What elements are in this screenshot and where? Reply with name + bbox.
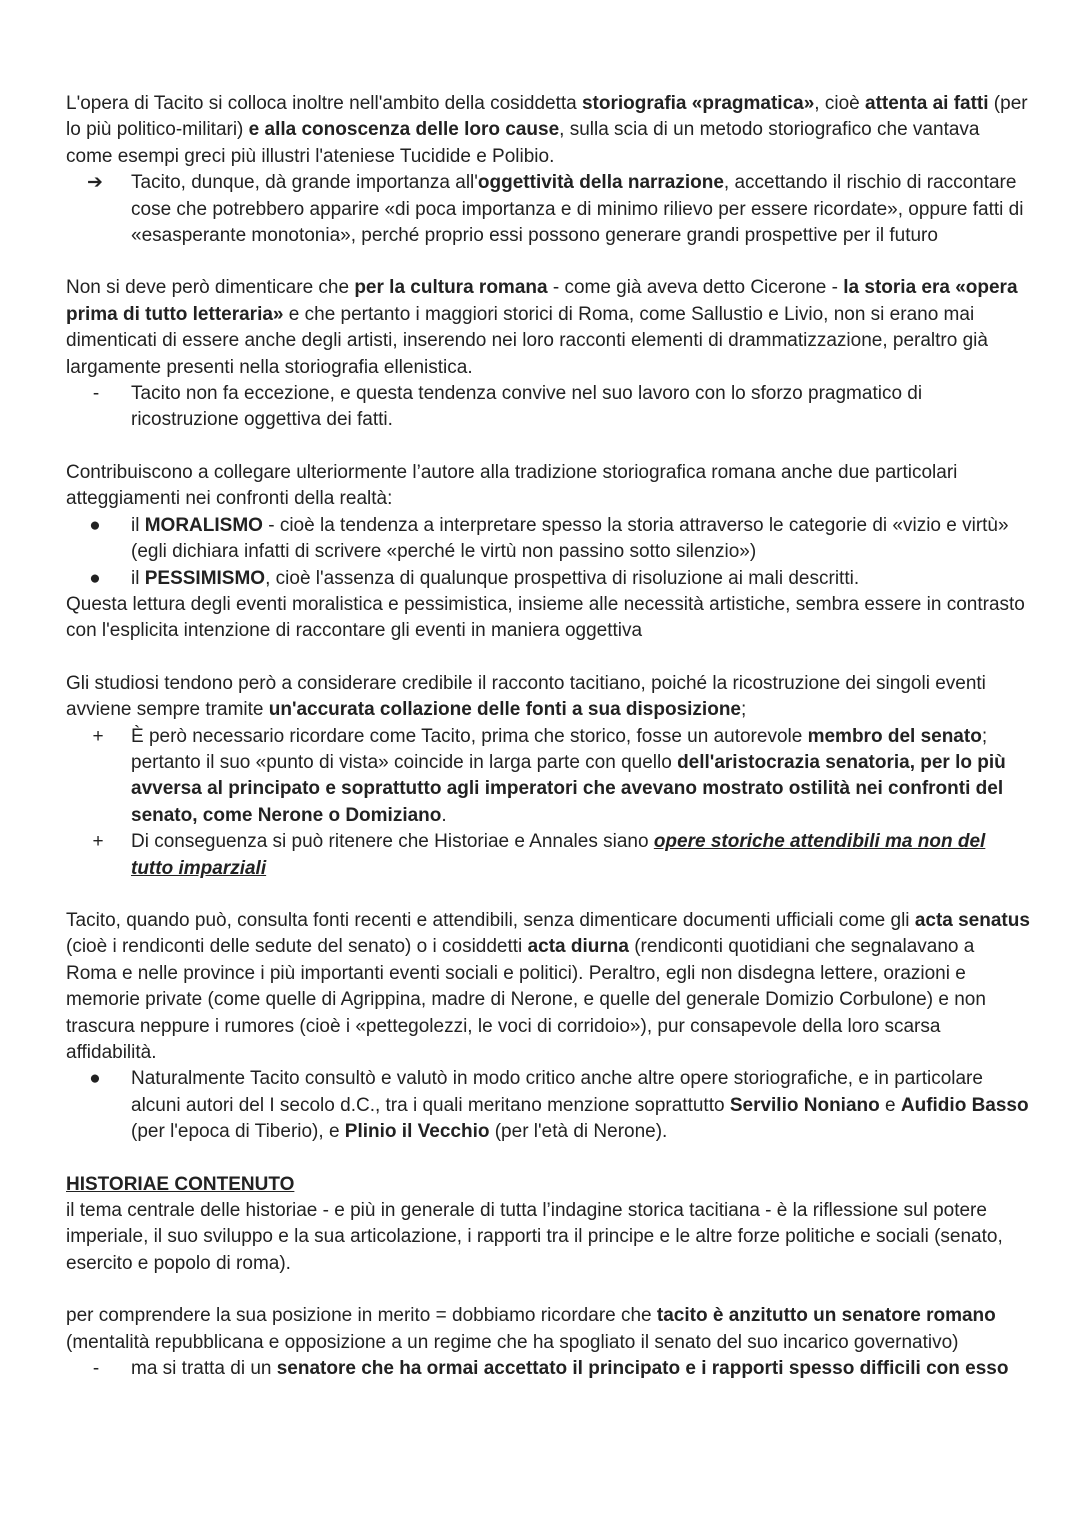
paragraph-studiosi: Gli studiosi tendono però a considerare credibile il racconto tacitiano, poiché la ricostruzione dei singoli eventi avviene sempre tramite un'accurata collazione delle fonti a sua disposizione; — [66, 672, 986, 721]
dot-bullet-icon: ● — [89, 567, 101, 589]
dot-bullet-icon: ● — [89, 1068, 101, 1090]
bullet-tacito-eccezione: - Tacito non fa eccezione, e questa tendenza convive nel suo lavoro con lo sforzo pragmatico di ricostruzione oggettiva dei fatti. — [66, 381, 1030, 434]
bullet-altre-opere: ● Naturalmente Tacito consultò e valutò in modo critico anche altre opere storiografiche, e in particolare alcuni autori del I secolo d.C., tra i quali meritano menzione soprattutto Servilio Noniano e Aufidio Basso (per l'epoca di Tiberio), e Plinio il Vecchio (per l'età di Nerone). — [66, 1066, 1030, 1145]
bullet-pessimismo: ● il PESSIMISMO, cioè l'assenza di qualunque prospettiva di risoluzione ai mali descritti. — [66, 566, 1030, 592]
paragraph-fonti: Tacito, quando può, consulta fonti recenti e attendibili, senza dimenticare documenti ufficiali come gli acta senatus (cioè i rendiconti delle sedute del senato) o i cosiddetti acta diurna (rendiconti quotidiani che segnalavano a Roma e nelle province i più importanti eventi sociali e politici). Peraltro, egli non disdegna lettere, orazioni e memorie private (come quelle di Agrippina, madre di Nerone, e quelle del generale Domizio Corbulone) e non trascura neppure i rumores (cioè i «pettegolezzi, le voci di corridoio»), pur consapevole della loro scarsa affidabilità. — [66, 909, 1030, 1063]
bullet-oggettivita: ➔ Tacito, dunque, dà grande importanza all'oggettività della narrazione, accettando il rischio di raccontare cose che potrebbero apparire «di poca importanza e di minimo rilievo per essere ricordate», oppure fatti di «esasperante monotonia», perché proprio essi possono generare grandi prospettive per il futuro — [66, 170, 1030, 249]
section-heading: HISTORIAE CONTENUTO — [66, 1173, 295, 1195]
bullet-senatore-principato: - ma si tratta di un senatore che ha ormai accettato il principato e i rapporti spesso difficili con esso — [66, 1356, 1030, 1382]
paragraph-tema-centrale: il tema centrale delle historiae - e più in generale di tutta l’indagine storica tacitiana - è la riflessione sul potere imperiale, il suo sviluppo e la sua articolazione, i rapporti tra il principe e le altre forze politiche e sociali (senato, esercito e popolo di roma). — [66, 1200, 1003, 1274]
plus-bullet-icon: + — [92, 831, 104, 853]
bullet-membro-senato: + È però necessario ricordare come Tacito, prima che storico, fosse un autorevole membro del senato; pertanto il suo «punto di vista» coincide in larga parte con quello dell'aristocrazia senatoria, per lo più avversa al principato e soprattutto agli imperatori che avevano mostrato ostilità nei confronti del senato, come Nerone o Domiziano. — [66, 724, 1030, 830]
dash-bullet-icon: - — [92, 1358, 100, 1380]
paragraph-atteggiamenti: Contribuiscono a collegare ulteriormente l’autore alla tradizione storiografica romana anche due particolari atteggiamenti nei confronti della realtà: — [66, 461, 958, 510]
arrow-bullet-icon: ➔ — [87, 172, 103, 194]
bullet-moralismo: ● il MORALISMO - cioè la tendenza a interpretare spesso la storia attraverso le categorie di «vizio e virtù» (egli dichiara infatti di scrivere «perché le virtù non passino sotto silenzio») — [66, 513, 1030, 566]
bullet-opere-attendibili: + Di conseguenza si può ritenere che Historiae e Annales siano opere storiche attendibili ma non del tutto imparziali — [66, 829, 1030, 882]
paragraph-storia-letteraria: Non si deve però dimenticare che per la cultura romana - come già aveva detto Cicerone - la storia era «opera prima di tutto letteraria» e che pertanto i maggiori storici di Roma, come Sallustio e Livio, non si erano mai dimenticati di essere anche degli artisti, inserendo nei loro racconti elementi di drammatizzazione, peraltro già largamente presenti nella storiografia ellenistica. — [66, 277, 1018, 378]
paragraph-storiografia-pragmatica: L'opera di Tacito si colloca inoltre nell'ambito della cosiddetta storiografia «pragmatica», cioè attenta ai fatti (per lo più politico-militari) e alla conoscenza delle loro cause, sulla scia di un metodo storiografico che vantava come esempi greci più illustri l'ateniese Tucidide e Polibio. — [66, 93, 1028, 167]
dot-bullet-icon: ● — [89, 514, 101, 536]
plus-bullet-icon: + — [92, 725, 104, 747]
paragraph-posizione: per comprendere la sua posizione in merito = dobbiamo ricordare che tacito è anzitutto un senatore romano (mentalità repubblicana e opposizione a un regime che ha spogliato il senato del suo incarico governativo) — [66, 1305, 996, 1353]
dash-bullet-icon: - — [92, 383, 100, 405]
paragraph-lettura-eventi: Questa lettura degli eventi moralistica e pessimistica, insieme alle necessità artistiche, sembra essere in contrasto con l'esplicita intenzione di raccontare gli eventi in maniera oggettiva — [66, 593, 1025, 642]
